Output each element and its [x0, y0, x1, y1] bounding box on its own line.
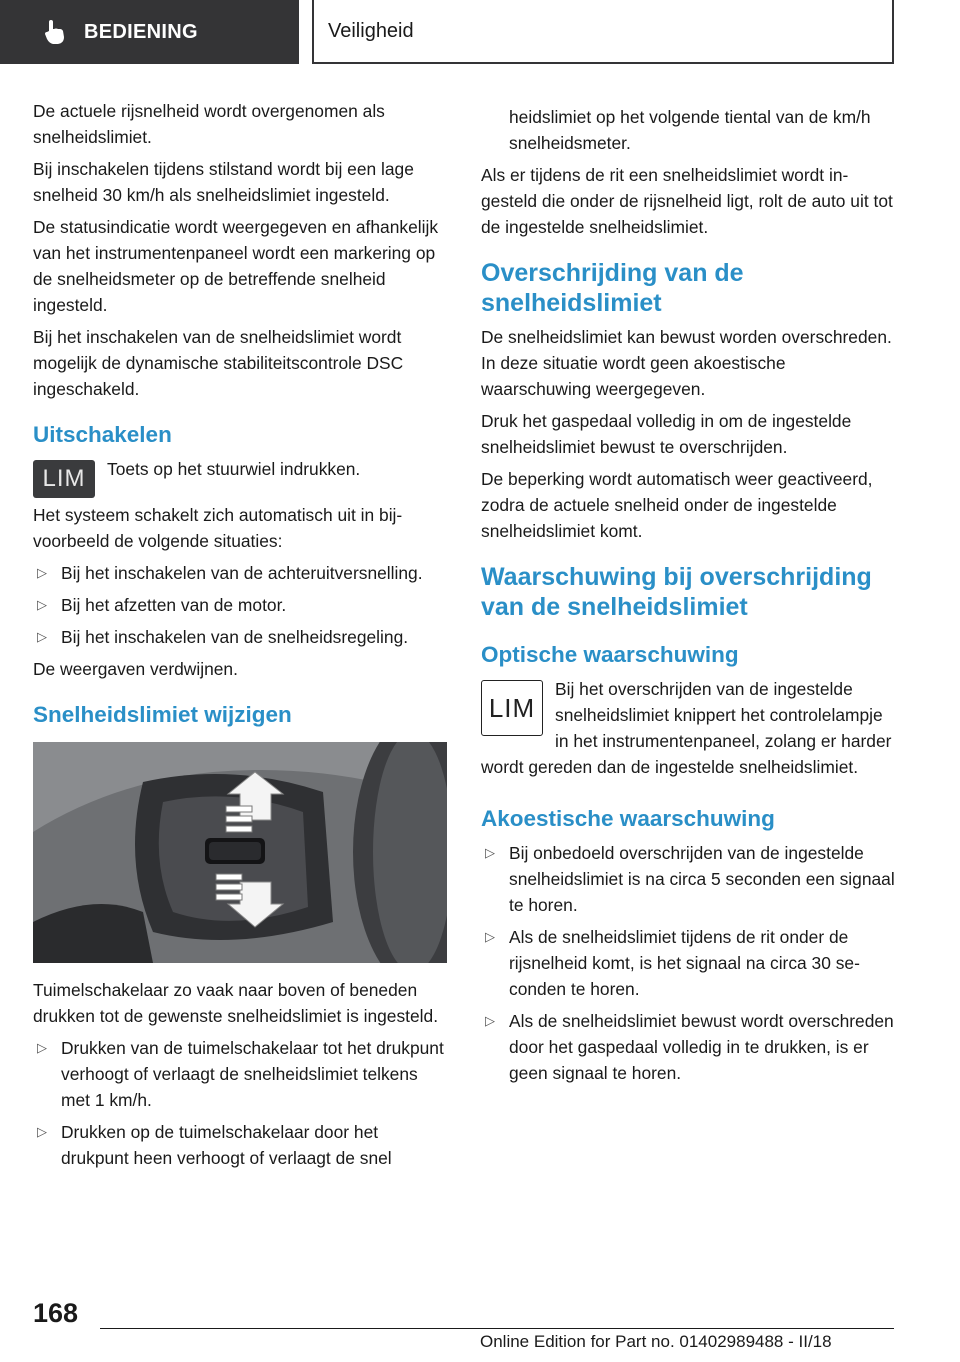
- list-item: ▷ Als de snelheidslimiet tijdens de rit onder de rijsnelheid komt, is het signaal na circa 30 seconden te horen.: [481, 924, 896, 1002]
- bullet-list: [481, 840, 896, 1086]
- triangle-bullet-icon: ▷: [37, 629, 47, 644]
- heading-wijzigen: Snelheidslimiet wijzigen: [33, 702, 292, 727]
- header-chapter-tab: [312, 0, 894, 64]
- hand-pointer-icon: [40, 17, 70, 47]
- steering-wheel-switch-photo: [33, 742, 447, 963]
- paragraph: De actuele rijsnelheid wordt overgenomen als snelheidslimiet.: [33, 101, 385, 147]
- triangle-bullet-icon: ▷: [485, 929, 495, 944]
- heading-waarschuwing: Waarschuwing bij overschrijding van de snelheidslimiet: [481, 563, 872, 621]
- paragraph: Bij inschakelen tijdens stilstand wordt bij een lage snelheid 30 km/h als snelheidslimiet ingesteld.: [33, 159, 414, 205]
- right-column: [481, 104, 896, 1092]
- paragraph: Bij het inschakelen van de snelheidslimiet wordt mogelijk de dynamische stabiliteitscontrole DSC ingeschakeld.: [33, 327, 404, 399]
- list-item: ▷ Bij het afzetten van de motor.: [33, 592, 448, 618]
- paragraph: De statusindicatie wordt weergegeven en afhankelijk van het instrumentenpaneel wordt een markering op de snelheidsmeter op de betreffende snelheid ingesteld.: [33, 217, 439, 315]
- triangle-bullet-icon: ▷: [485, 1013, 495, 1028]
- triangle-bullet-icon: ▷: [37, 1124, 47, 1139]
- bullet-continuation: [481, 104, 896, 156]
- paragraph: Toets op het stuurwiel indrukken.: [107, 459, 361, 479]
- heading-uitschakelen: Uitschakelen: [33, 422, 172, 447]
- list-item: heidslimiet op het volgende tiental van de km/h snelheidsmeter.: [509, 107, 871, 153]
- triangle-bullet-icon: ▷: [37, 565, 47, 580]
- paragraph: Druk het gaspedaal volledig in om de ingestelde snelheidslimiet bewust te overschrijden.: [481, 411, 852, 457]
- paragraph: Als er tijdens de rit een snelheidslimiet wordt ingesteld die onder de rijsnelheid ligt, rolt de auto uit tot de ingestelde snelheidslimiet.: [481, 165, 893, 237]
- list-item: ▷ Drukken op de tuimelschakelaar door het drukpunt heen verhoogt of verlaagt de snel: [33, 1119, 448, 1171]
- header-section-tab: [0, 0, 299, 64]
- chapter-label: Veiligheid: [328, 19, 414, 42]
- lim-indicator-icon: LIM: [481, 680, 543, 736]
- list-item: ▷ Bij het inschakelen van de achteruitversnelling.: [33, 560, 448, 586]
- heading-akoestisch: Akoestische waarschuwing: [481, 806, 775, 831]
- heading-overschrijding: Overschrijding van de snelheidslimiet: [481, 259, 744, 317]
- page-number: 168: [33, 1298, 79, 1328]
- list-item: ▷ Drukken van de tuimelschakelaar tot het drukpunt verhoogt of verlaagt de snelheidslimiet telkens met 1 km/h.: [33, 1035, 448, 1113]
- triangle-bullet-icon: ▷: [37, 597, 47, 612]
- list-item: ▷ Bij onbedoeld overschrijden van de ingestelde snelheidslimiet is na circa 5 seconden een signaal te horen.: [481, 840, 896, 918]
- lim-warning: [481, 676, 896, 786]
- paragraph: De beperking wordt automatisch weer geactiveerd, zodra de actuele snelheid onder de ingestelde snelheidslimiet komt.: [481, 469, 873, 541]
- paragraph: Tuimelschakelaar zo vaak naar boven of beneden drukken tot de gewenste snelheidslimiet is ingesteld.: [33, 980, 439, 1026]
- list-item: ▷ Als de snelheidslimiet bewust wordt overschreden door het gaspedaal volledig in te drukken, is er geen signaal te horen.: [481, 1008, 896, 1086]
- heading-optisch: Optische waarschuwing: [481, 642, 739, 667]
- bullet-list: [33, 1035, 448, 1171]
- paragraph: Bij het overschrijden van de ingestelde snelheidslimiet knippert het controlelampje in het instrumentenpaneel, zolang er harder wordt gereden dan de ingestelde snelheidslimiet.: [481, 679, 892, 777]
- footer-divider: [100, 1328, 894, 1329]
- triangle-bullet-icon: ▷: [37, 1040, 47, 1055]
- section-label: BEDIENING: [84, 20, 198, 43]
- left-column: [33, 98, 448, 1177]
- edition-note: Online Edition for Part no. 01402989488 - II/18: [480, 1332, 832, 1351]
- lim-instruction: [33, 456, 448, 502]
- paragraph: Het systeem schakelt zich automatisch uit in bijvoorbeeld de volgende situaties:: [33, 505, 403, 551]
- paragraph: De weergaven verdwijnen.: [33, 659, 238, 679]
- list-item: ▷ Bij het inschakelen van de snelheidsregeling.: [33, 624, 448, 650]
- paragraph: De snelheidslimiet kan bewust worden overschreden. In deze situatie wordt geen akoestische waarschuwing weergegeven.: [481, 327, 892, 399]
- triangle-bullet-icon: ▷: [485, 845, 495, 860]
- lim-button-icon: LIM: [33, 460, 95, 498]
- bullet-list: [33, 560, 448, 650]
